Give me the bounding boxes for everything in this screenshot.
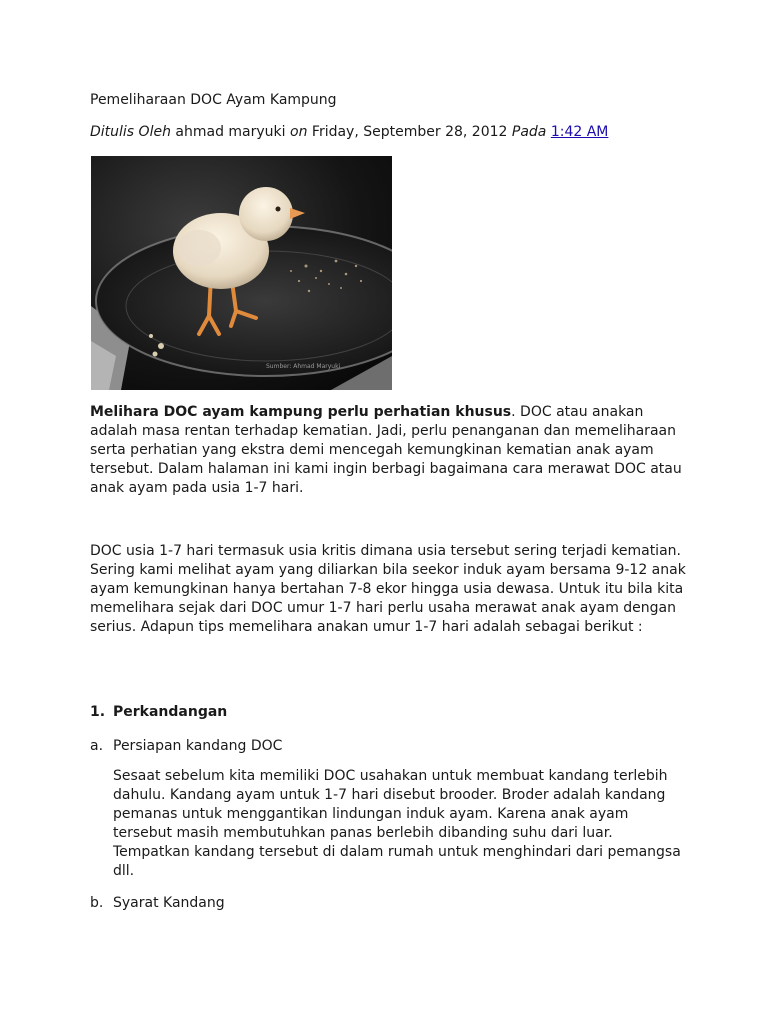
image-watermark: Sumber: Ahmad Maryuki xyxy=(266,363,341,370)
subsection-a-label: Persiapan kandang DOC xyxy=(113,738,283,754)
author-name: ahmad maryuki xyxy=(175,124,286,140)
section-title: Perkandangan xyxy=(113,704,228,720)
written-by-label: Ditulis Oleh xyxy=(90,124,171,140)
byline xyxy=(90,122,608,142)
section-heading xyxy=(90,702,227,722)
post-time-link[interactable]: 1:42 AM xyxy=(550,124,609,140)
intro-bold-text: Melihara DOC ayam kampung perlu perhatian khusus xyxy=(90,404,512,420)
subsection-a-text: Sesaat sebelum kita memiliki DOC usahakan untuk membuat kandang terlebih dahulu. Kandang ayam untuk 1-7 hari disebut brooder. Broder adalah kandang pemanas untuk menggantikan lindungan induk ayam. Karena anak ayam tersebut masih membutuhkan panas berlebih dibanding suhu dari luar. Tempatkan kandang tersebut di dalam rumah untuk menghindari dari pemangsa dll. xyxy=(113,768,681,879)
on-label: on xyxy=(290,124,308,140)
chick-photo xyxy=(91,156,392,390)
page-title: Pemeliharaan DOC Ayam Kampung xyxy=(90,92,337,108)
subsection-b-label: Syarat Kandang xyxy=(113,895,225,911)
subsection-b-marker: b. xyxy=(90,895,104,911)
section-number: 1. xyxy=(90,704,106,720)
subsection-a-marker: a. xyxy=(90,738,104,754)
subsection-b xyxy=(90,893,225,913)
intro-paragraph xyxy=(90,403,686,498)
intro-text: . DOC atau anakan adalah masa rentan terhadap kematian. Jadi, perlu penanganan dan memeliharaan serta perhatian yang ekstra demi mencegah kemungkinan kematian anak ayam tersebut. Dalam halaman ini kami ingin berbagi bagaimana cara merawat DOC atau anak ayam pada usia 1-7 hari. xyxy=(90,404,682,496)
body-paragraph: DOC usia 1-7 hari termasuk usia kritis dimana usia tersebut sering terjadi kematian. Sering kami melihat ayam yang diliarkan bila seekor induk ayam bersama 9-12 anak ayam kemungkinan hanya bertahan 7-8 ekor hingga usia dewasa. Untuk itu bila kita memelihara sejak dari DOC umur 1-7 hari perlu usaha merawat anak ayam dengan serius. Adapun tips memelihara anakan umur 1-7 hari adalah sebagai berikut : xyxy=(90,543,686,635)
subsection-a xyxy=(90,736,282,756)
at-label: Pada xyxy=(511,124,547,140)
post-date: Friday, September 28, 2012 xyxy=(311,124,508,140)
